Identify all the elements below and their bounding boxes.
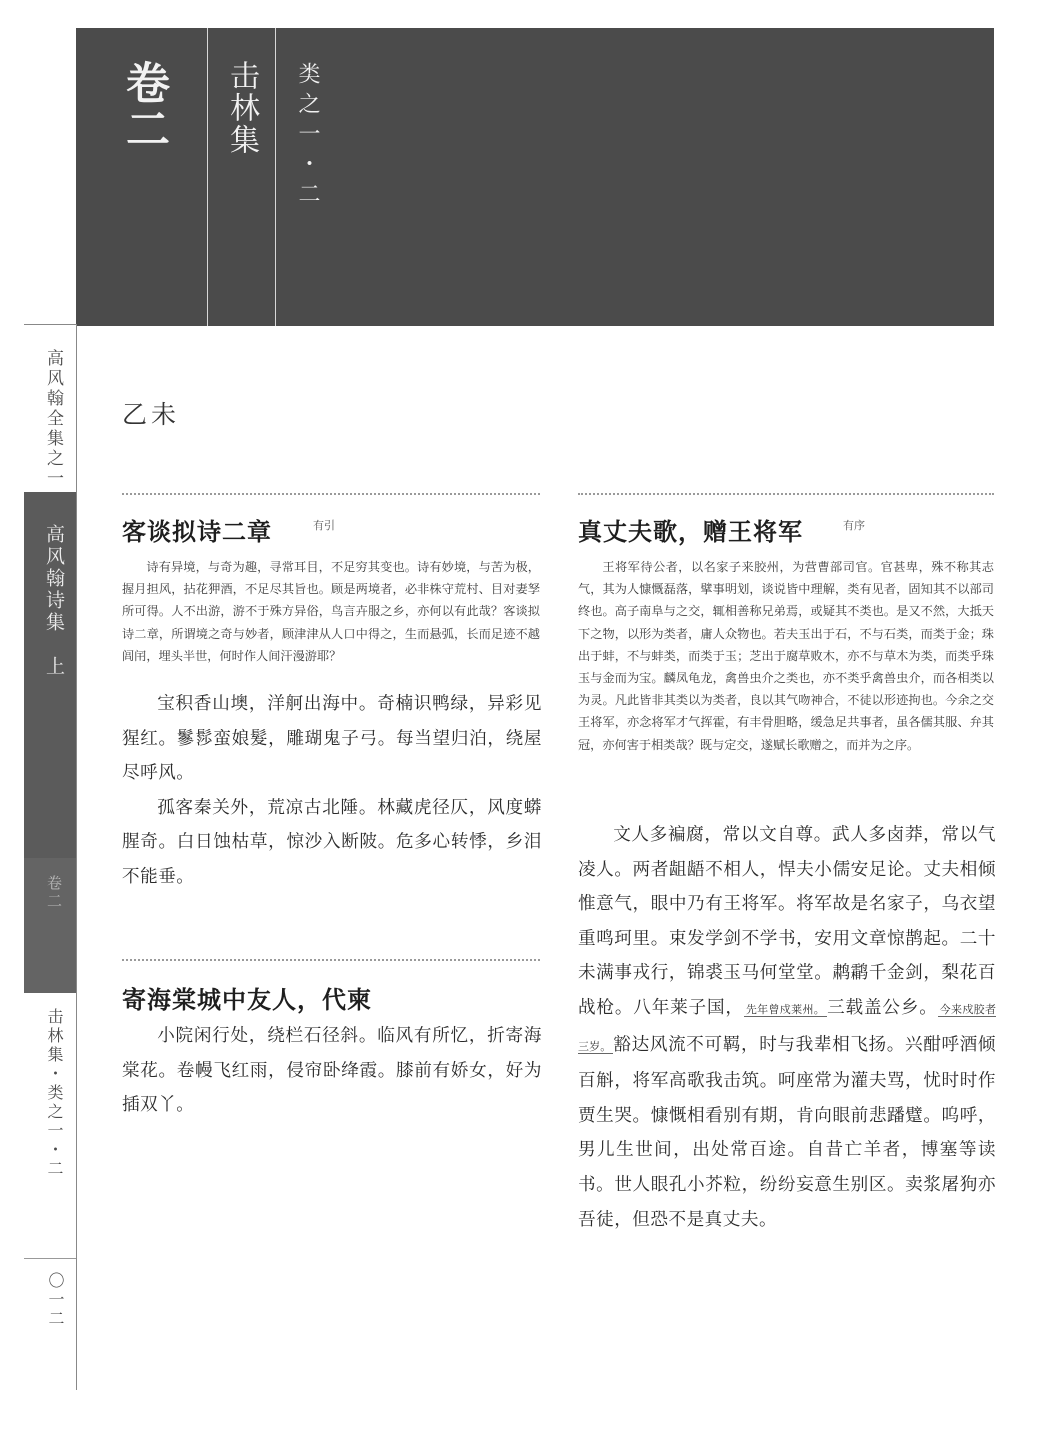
poem-text: 豁达风流不可羁，时与我辈相飞扬。兴酣呼酒倾百斛，将军高歌我击筑。呵座常为灌夫骂，忧时时作贾生哭。慷慨相看别有期，肯向眼前悲蹯躄。呜呼，男儿生世间，出处常百途。自昔亡羊者，博塞等读书。世人眼孔小芥粒，纷纷妄意生别区。卖浆屠狗亦吾徒，但恐不是真丈夫。 <box>578 1034 996 1230</box>
collection-title: 击林集 <box>224 60 259 156</box>
dotted-divider <box>122 959 540 961</box>
side-poetry-collection: 高风翰诗集 上 <box>43 524 65 678</box>
poem-stanza <box>578 818 996 1237</box>
poem-stanza: 宝积香山墺，洋舸出海中。奇楠识鸭绿，异彩见猩红。鬖髿蛮娘髮，雕瑚鬼子弓。每当望归泊，绕屋尽呼风。 <box>122 694 542 784</box>
poem-body <box>122 1019 542 1123</box>
side-section: 击林集・类之一・二 <box>45 1008 64 1179</box>
poem-title: 寄海棠城中友人，代柬 <box>122 985 372 1014</box>
annotation-note: 今来戍胶者三岁。 <box>578 1002 996 1053</box>
poem-stanza: 孤客秦关外，荒凉古北陲。林藏虎径仄，风度蟒腥奇。白日蚀枯草，惊沙入断陂。危多心转悸，乡泪不能垂。 <box>122 797 542 887</box>
preface-tag: 有序 <box>843 519 865 532</box>
volume-title: 卷二 <box>118 60 169 152</box>
poem-title: 真丈夫歌，赠王将军 <box>578 517 803 546</box>
side-book-title: 高风翰全集之一 <box>43 349 63 489</box>
annotation-note: 先年曾戍莱州。 <box>745 1002 826 1016</box>
poem-title: 客谈拟诗二章 <box>122 517 272 546</box>
category-label: 类之一・二 <box>295 62 320 212</box>
preface-text: 诗有异境，与奇为趣，寻常耳目，不足穷其变也。诗有妙境，与苦为极，握月担风，拈花狎酒，不足尽其旨也。顾是两境者，必非株守荒村、目对妻孥所可得。人不出游，游不于殊方异俗，鸟言卉服之乡，亦何以有此哉？客谈拟诗二章，所谓境之奇与妙者，顾津津从人口中得之，生而悬弧，长而足迹不越闾闬，埋头半世，何时作人间汗漫游耶？ <box>122 560 540 663</box>
dotted-divider <box>122 493 540 495</box>
year-heading: 乙未 <box>122 400 181 429</box>
poem-stanza: 小院闲行处，绕栏石径斜。临风有所忆，折寄海棠花。卷幔飞红雨，侵帘卧绛霞。膝前有娇女，好为插双丫。 <box>122 1026 542 1116</box>
poem-text: 文人多褊腐，常以文自尊。武人多卤莽，常以气凌人。两者龃龉不相人，悍夫小儒安足论。丈夫相倾惟意气，眼中乃有王将军。将军故是名家子，乌衣望重鸣珂里。束发学剑不学书，安用文章惊鹊起。二十未满事戎行，锦裘玉马何堂堂。鹔鹴千金剑，梨花百战枪。八年莱子国， <box>578 825 996 1018</box>
side-vertical-rule <box>76 324 77 1390</box>
chapter-header-banner <box>76 28 994 326</box>
poem-preface <box>122 556 540 667</box>
dotted-divider <box>578 493 994 495</box>
header-divider <box>275 28 276 326</box>
page-number: 〇一二 <box>46 1272 65 1329</box>
poem-body <box>578 818 996 1237</box>
header-divider <box>207 28 208 326</box>
poem-text: 三载盖公乡。 <box>827 997 938 1018</box>
poem-preface <box>578 556 994 756</box>
side-volume: 卷二 <box>45 875 63 911</box>
side-divider <box>24 1258 76 1259</box>
side-divider <box>24 324 76 325</box>
preface-tag: 有引 <box>313 519 335 532</box>
poem-body <box>122 687 542 895</box>
preface-text: 王将军待公者，以名家子来胶州，为营曹部司官。官甚卑，殊不称其志气，其为人慷慨磊落，擘事明划，谈说皆中理解，类有见者，固知其不以部司终也。高子南阜与之交，辄相善称兄弟焉，或疑其不类也。是又不然，大抵天下之物，以形为类者，庸人众物也。若夫玉出于石，不与石类，而类于金；珠出于蚌，不与蚌类，而类于玉；芝出于腐草败木，亦不与草木为类，而类乎珠玉与金而为宝。麟凤龟龙，禽兽虫介之类也，亦不类乎禽兽虫介，而各相类以为灵。凡此皆非其类以为类者，良以其气吻神合，不徒以形迹拘也。今余之交王将军，亦念将军才气挥霍，有丰骨胆略，缓急足共事者，虽各儒其服、弁其冠，亦何害于相类哉？既与定交，遂赋长歌赠之，而并为之序。 <box>578 560 994 752</box>
